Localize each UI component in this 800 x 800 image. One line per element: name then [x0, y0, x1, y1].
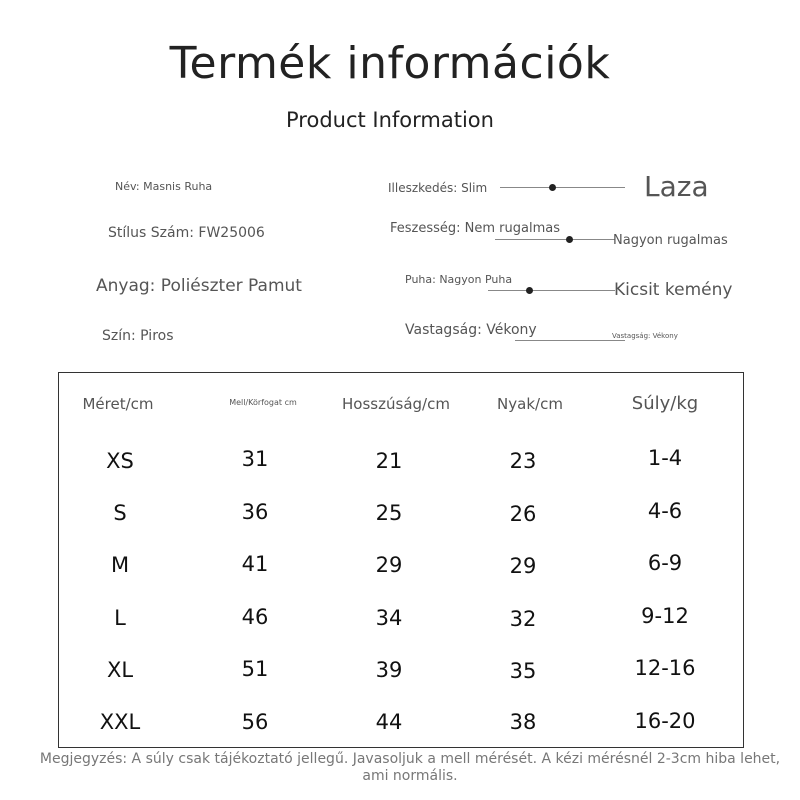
- softness-scale-marker: [526, 287, 533, 294]
- size-table-cell: 35: [509, 659, 537, 683]
- thickness-scale-right-label: Vastagság: Vékony: [612, 332, 678, 340]
- size-table-cell: 36: [241, 500, 269, 524]
- size-table-cell: S: [113, 501, 127, 525]
- stretch-scale-marker: [566, 236, 573, 243]
- fit-scale-right-label: Laza: [644, 170, 709, 203]
- size-table-cell: 46: [241, 605, 269, 629]
- stretch-scale-track: [495, 239, 615, 240]
- softness-scale-left-label: Puha: Nagyon Puha: [405, 273, 513, 286]
- fit-scale-left-label: Illeszkedés: Slim: [388, 181, 488, 195]
- fit-scale-marker: [549, 184, 556, 191]
- stretch-scale-right-label: Nagyon rugalmas: [613, 233, 728, 248]
- size-table-cell: 29: [509, 554, 537, 578]
- size-table-cell: 9-12: [641, 604, 689, 628]
- size-table-cell: 39: [375, 658, 403, 682]
- size-table-cell: 23: [509, 449, 537, 473]
- measurement-note: Megjegyzés: A súly csak tájékoztató jellegű. Javasoljuk a mell mérését. A kézi mérésnél 2-3cm hiba lehet, ami normális.: [39, 751, 781, 784]
- size-table-cell: 4-6: [647, 499, 683, 523]
- product-name: Név: Masnis Ruha: [115, 180, 213, 193]
- size-table-cell: 38: [509, 710, 537, 734]
- size-table-cell: L: [114, 606, 126, 630]
- size-table-cell: 25: [375, 501, 403, 525]
- size-table-cell: 34: [375, 606, 403, 630]
- size-table-cell: XXL: [99, 710, 141, 734]
- thickness-scale-track: [515, 340, 625, 341]
- stretch-scale-left-label: Feszesség: Nem rugalmas: [390, 221, 561, 236]
- size-table-cell: M: [110, 553, 130, 577]
- size-table-cell: 51: [241, 657, 269, 681]
- size-table-header: Hosszúság/cm: [342, 395, 450, 413]
- product-style-number: Stílus Szám: FW25006: [108, 225, 265, 241]
- softness-scale-right-label: Kicsit kemény: [614, 280, 733, 300]
- softness-scale-track: [488, 290, 615, 291]
- fit-scale-track: [500, 187, 625, 188]
- size-table-cell: 41: [241, 552, 269, 576]
- size-table-cell: XS: [106, 449, 134, 473]
- product-material: Anyag: Poliészter Pamut: [96, 276, 302, 296]
- size-table-cell: 44: [375, 710, 403, 734]
- size-table-header: Méret/cm: [82, 395, 154, 413]
- size-table-header: Mell/Körfogat cm: [229, 398, 297, 407]
- size-table-cell: 31: [241, 447, 269, 471]
- size-table-cell: 16-20: [634, 709, 696, 733]
- size-table-cell: 12-16: [634, 656, 696, 680]
- size-table-cell: 26: [509, 502, 537, 526]
- size-table-cell: 1-4: [647, 446, 683, 470]
- size-table-cell: 6-9: [647, 551, 683, 575]
- size-table-cell: 21: [375, 449, 403, 473]
- size-table-cell: 56: [241, 710, 269, 734]
- size-table-header: Nyak/cm: [497, 395, 563, 413]
- product-color: Szín: Piros: [102, 328, 174, 344]
- page-subtitle: Product Information: [286, 108, 494, 132]
- size-table-cell: 32: [509, 607, 537, 631]
- page-title: Termék információk: [169, 38, 611, 89]
- size-table-header: Súly/kg: [631, 393, 699, 414]
- size-table-cell: 29: [375, 553, 403, 577]
- thickness-scale-left-label: Vastagság: Vékony: [405, 322, 537, 338]
- size-table-cell: XL: [106, 658, 134, 682]
